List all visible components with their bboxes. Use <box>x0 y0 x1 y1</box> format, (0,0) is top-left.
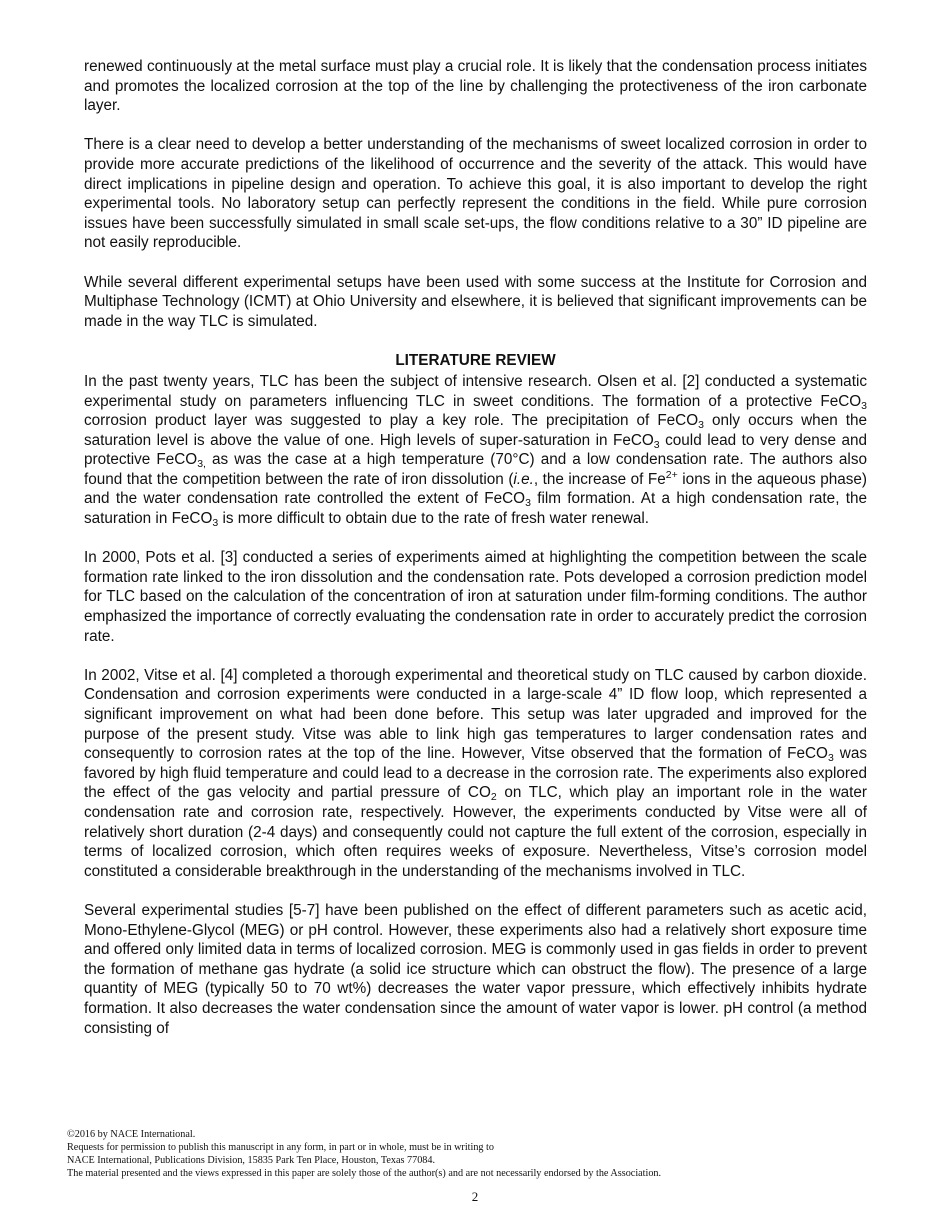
text-run: could lead to very dense and protective FeCO <box>84 431 867 469</box>
footer-permission: Requests for permission to publish this manuscript in any form, in part or in whole, must be in writing to <box>67 1142 494 1153</box>
text-run: In the past twenty years, TLC has been the subject of intensive research. Olsen et al. [2] conducted a systematic experimental study on parameters influencing TLC in sweet conditions. The formation of a protective FeCO <box>84 372 867 410</box>
subscript: 3 <box>827 752 834 765</box>
subscript: 3, <box>197 458 206 471</box>
footer-disclaimer: The material presented and the views expressed in this paper are solely those of the author(s) and are not necessarily endorsed by the Association. <box>67 1168 662 1179</box>
footer-address: NACE International, Publications Division, 15835 Park Ten Place, Houston, Texas 77084. <box>67 1155 436 1166</box>
italic-ie: i.e. <box>513 470 534 488</box>
paragraph-vitse <box>84 666 867 882</box>
paragraph-olsen <box>84 372 867 529</box>
text-run: film formation. At a high condensation rate, the saturation in FeCO <box>84 490 868 528</box>
paragraph-experimental-studies: Several experimental studies [5-7] have been published on the effect of different parameters such as acetic acid, Mono-Ethylene-Glycol (MEG) or pH control. However, these experiments also had a relatively short exposure time and offered only limited data in terms of localized corrosion. MEG is commonly used in gas fields in order to prevent the formation of methane gas hydrate (a solid ice structure which can obstruct the flow). The presence of a large quantity of MEG (typically 50 to 70 wt%) decreases the water vapor pressure, which effectively inhibits hydrate formation. It also decreases the water condensation since the amount of water vapor is lower. pH control (a method consisting of <box>84 901 867 1037</box>
copyright-footer <box>67 1128 887 1180</box>
text-run: was favored by high fluid temperature and could lead to a decrease in the corrosion rate. The experiments also explored the effect of the gas velocity and partial pressure of CO <box>84 745 867 802</box>
subscript: 3 <box>525 497 531 510</box>
footer-copyright: ©2016 by NACE International. <box>67 1129 196 1140</box>
text-run: as was the case at a high temperature (70°C) and a low condensation rate. The authors also found that the competition between the rate of iron dissolution ( <box>84 451 867 488</box>
text-run: on TLC, which play an important role in the water condensation rate and corrosion rate, respectively. However, the experiments conducted by Vitse were all of relatively short duration (2-4 days) and consequently could not capture the full extent of the corrosion, especially in terms of localized corrosion, which often requires weeks of exposure. Nevertheless, Vitse’s corrosion model constituted a considerable breakthrough in the understanding of the mechanisms involved in TLC. <box>84 784 868 880</box>
text-run: , the increase of Fe <box>533 470 666 488</box>
paragraph-experimental-setups: While several different experimental setups have been used with some success at the Institute for Corrosion and Multiphase Technology (ICMT) at Ohio University and elsewhere, it is believed that significant improvements can be made in the way TLC is simulated. <box>84 273 867 330</box>
subscript: 3 <box>653 438 660 451</box>
text-run: is more difficult to obtain due to the rate of fresh water renewal. <box>218 510 650 528</box>
subscript: 3 <box>698 419 704 432</box>
superscript: 2+ <box>665 468 678 481</box>
subscript: 2 <box>490 791 497 804</box>
paragraph-continued: renewed continuously at the metal surface must play a crucial role. It is likely that the condensation process initiates and promotes the localized corrosion at the top of the line by challenging the protectiveness of the iron carbonate layer. <box>84 58 867 115</box>
text-run: corrosion product layer was suggested to play a key role. The precipitation of FeCO <box>84 412 699 430</box>
text-run: In 2002, Vitse et al. [4] completed a thorough experimental and theoretical study on TLC caused by carbon dioxide. Condensation and corrosion experiments were conducted in a large-scale 4” ID flow loop, which represented a significant improvement on what had been done before. This setup was later upgraded and improved for the purpose of the present study. Vitse was able to link high gas temperatures to larger condensation rates and consequently to corrosion rates at the top of the line. However, Vitse observed that the formation of FeCO <box>84 666 867 763</box>
text-run: ions in the aqueous phase) and the water condensation rate controlled the extent of FeCO <box>84 470 867 508</box>
body-text <box>84 57 867 1038</box>
page-number: 2 <box>471 1189 479 1204</box>
section-heading-literature-review: LITERATURE REVIEW <box>395 351 556 369</box>
text-run: only occurs when the saturation level is above the value of one. High levels of super-saturation in FeCO <box>84 412 867 449</box>
paragraph-pots: In 2000, Pots et al. [3] conducted a series of experiments aimed at highlighting the competition between the scale formation rate linked to the iron dissolution and the condensation rate. Pots developed a corrosion prediction model for TLC based on the calculation of the concentration of iron at saturation under film-forming conditions. The author emphasized the importance of correctly evaluating the condensation rate in order to accurately predict the corrosion rate. <box>84 549 867 645</box>
paragraph-need-for-understanding: There is a clear need to develop a better understanding of the mechanisms of sweet localized corrosion in order to provide more accurate predictions of the likelihood of occurrence and the severity of the attack. This would have direct implications in pipeline design and operation. To achieve this goal, it is also important to develop the right experimental tools. No laboratory setup can perfectly represent the conditions in the field. While pure corrosion issues have been successfully simulated in small scale set-ups, the flow conditions relative to a 30” ID pipeline are not easily reproducible. <box>84 136 867 252</box>
subscript: 3 <box>212 517 219 530</box>
subscript: 3 <box>861 399 867 412</box>
